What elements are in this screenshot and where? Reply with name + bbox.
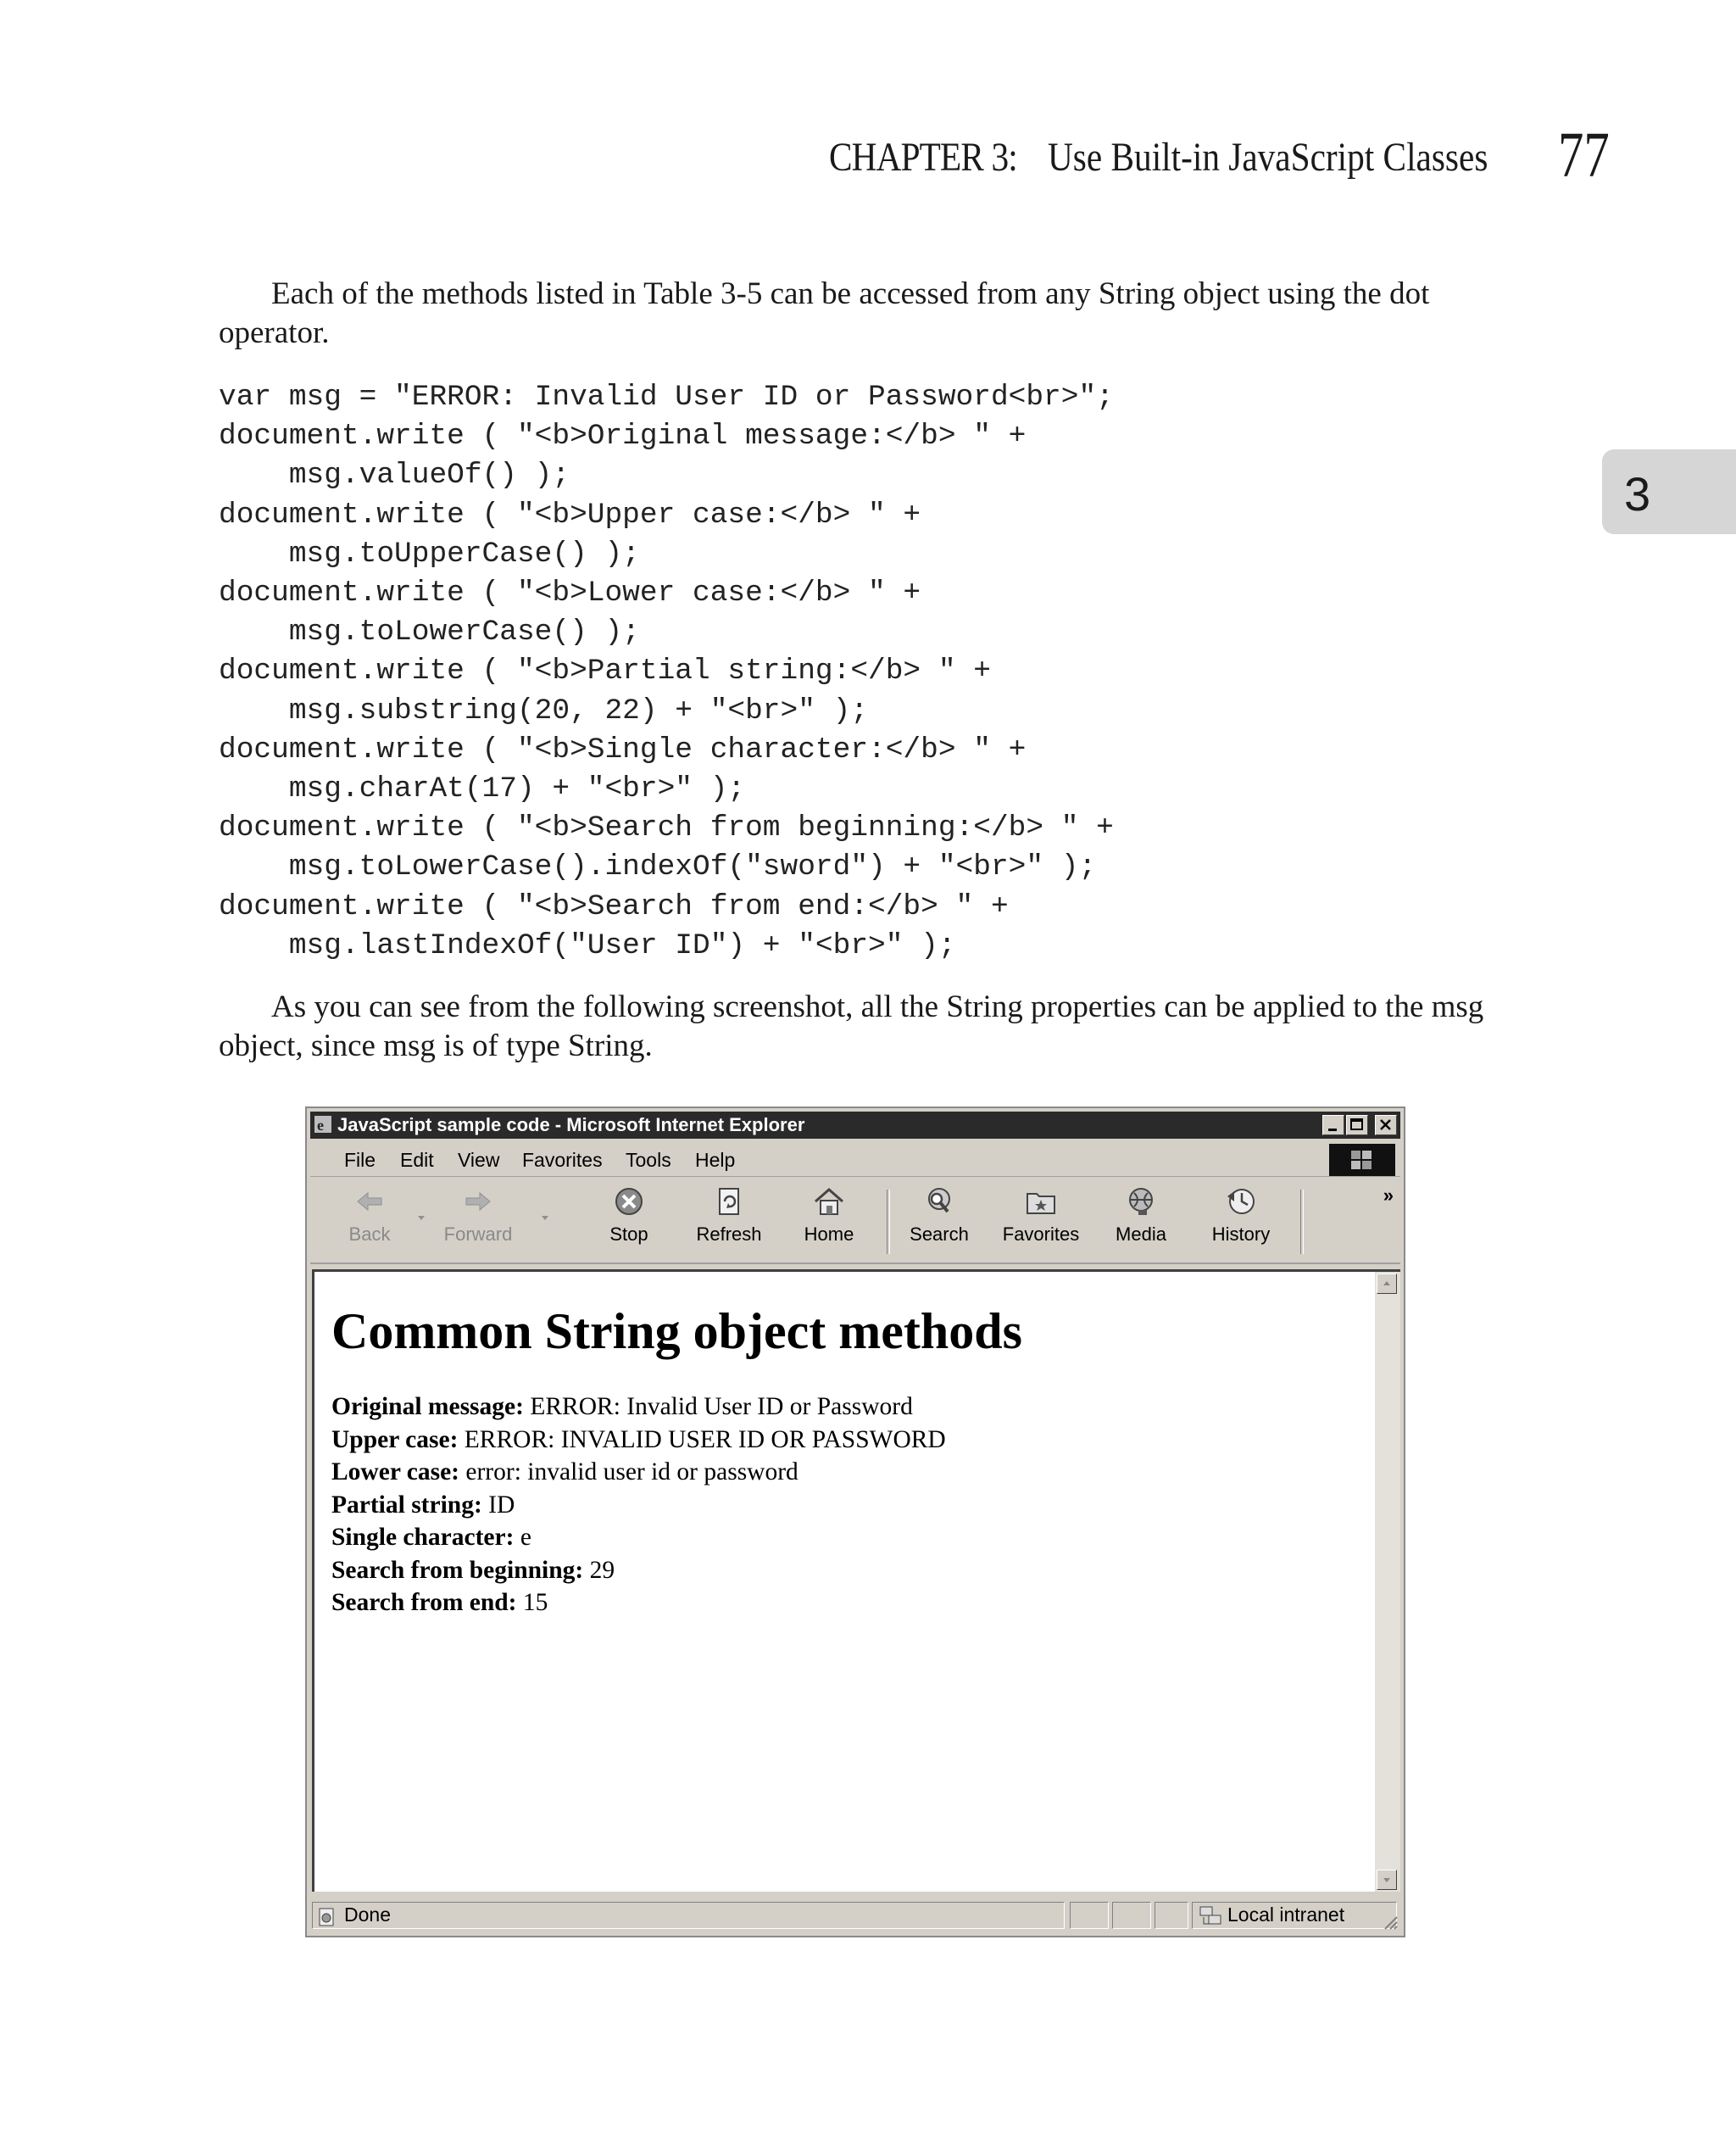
stop-button[interactable]: Stop (587, 1184, 671, 1256)
code-line: document.write ( "<b>Search from end:</b> " + (219, 889, 1009, 923)
output-line (331, 1554, 946, 1587)
scroll-up-button[interactable] (1377, 1274, 1397, 1294)
menu-view[interactable]: View (458, 1149, 500, 1171)
output-line (331, 1424, 946, 1457)
status-bar (310, 1900, 1400, 1932)
toolbar-separator (1300, 1190, 1304, 1254)
output-value: 29 (589, 1556, 615, 1584)
menu-help[interactable]: Help (695, 1149, 736, 1171)
output-value: 15 (522, 1589, 548, 1616)
standard-toolbar (310, 1179, 1400, 1264)
back-arrow-icon (353, 1184, 387, 1218)
code-line: document.write ( "<b>Single character:</b> " + (219, 733, 1027, 766)
close-icon (1376, 1116, 1396, 1134)
running-header-chapter: CHAPTER 3: (829, 135, 1017, 180)
minimize-icon (1323, 1116, 1344, 1134)
status-text: Done (344, 1904, 391, 1926)
toolbar-overflow-chevron-icon[interactable]: » (1383, 1184, 1394, 1206)
code-line: msg.toLowerCase().indexOf("sword") + "<br>" ); (219, 850, 1097, 884)
search-icon (922, 1184, 956, 1218)
output-label: Partial string: (331, 1491, 482, 1519)
close-button[interactable] (1375, 1115, 1397, 1135)
search-button[interactable]: Search (897, 1184, 982, 1256)
windows-logo-icon (1329, 1144, 1395, 1176)
output-label: Original message: (331, 1393, 524, 1420)
minimize-button[interactable] (1322, 1115, 1344, 1135)
maximize-button[interactable] (1346, 1115, 1368, 1135)
svg-text:e: e (317, 1117, 324, 1134)
code-listing (219, 378, 1114, 966)
code-line: msg.valueOf() ); (219, 459, 570, 493)
vertical-scrollbar[interactable] (1375, 1269, 1400, 1892)
code-line: document.write ( "<b>Upper case:</b> " + (219, 498, 921, 532)
chapter-tab-number: 3 (1624, 467, 1651, 521)
code-line: document.write ( "<b>Lower case:</b> " + (219, 577, 921, 610)
running-header-title: Use Built-in JavaScript Classes (1048, 135, 1488, 180)
output-value: error: invalid user id or password (465, 1458, 798, 1485)
code-line: document.write ( "<b>Partial string:</b> " + (219, 655, 991, 688)
forward-button[interactable]: Forward (436, 1184, 520, 1256)
home-button[interactable]: Home (787, 1184, 871, 1256)
media-icon (1124, 1184, 1158, 1218)
menu-file[interactable]: File (344, 1149, 376, 1171)
history-button[interactable]: History (1199, 1184, 1283, 1256)
output-value: ID (488, 1491, 515, 1519)
output-label: Search from beginning: (331, 1556, 584, 1584)
code-line: document.write ( "<b>Search from beginning:</b> " + (219, 811, 1114, 845)
toolbar-separator (887, 1190, 890, 1254)
ie-logo-icon (314, 1115, 332, 1134)
code-line: var msg = "ERROR: Invalid User ID or Password<br>"; (219, 381, 1114, 414)
output-line (331, 1489, 946, 1522)
back-button[interactable]: Back (327, 1184, 412, 1256)
refresh-icon (712, 1184, 746, 1218)
screenshot-paragraph-text: As you can see from the following screenshot, all the String properties can be applied to the msg object, since msg is of type String. (219, 989, 1484, 1063)
maximize-icon (1347, 1116, 1367, 1134)
code-line: msg.lastIndexOf("User ID") + "<br>" ); (219, 928, 956, 962)
favorites-icon (1024, 1184, 1058, 1218)
forward-arrow-icon (461, 1184, 495, 1218)
screenshot-paragraph (219, 988, 1490, 1066)
scroll-down-arrow-icon (1377, 1870, 1396, 1889)
history-icon (1224, 1184, 1258, 1218)
output-line (331, 1456, 946, 1489)
output-label: Single character: (331, 1524, 515, 1551)
code-line: msg.toUpperCase() ); (219, 537, 640, 571)
menu-tools[interactable]: Tools (626, 1149, 671, 1171)
output-label: Lower case: (331, 1458, 460, 1485)
window-title: JavaScript sample code - Microsoft Internet Explorer (337, 1114, 805, 1135)
status-pane (1155, 1902, 1188, 1929)
local-intranet-icon (1199, 1905, 1224, 1927)
media-button[interactable]: Media (1099, 1184, 1183, 1256)
chapter-thumb-tab (1602, 449, 1736, 534)
output-value: e (520, 1524, 531, 1551)
status-pane (1070, 1902, 1109, 1929)
favorites-button[interactable]: Favorites (999, 1184, 1083, 1256)
throbber (1329, 1144, 1395, 1176)
output-line (331, 1391, 946, 1424)
output-value: ERROR: INVALID USER ID OR PASSWORD (464, 1425, 946, 1453)
page-number: 77 (1558, 120, 1610, 191)
status-pane (1112, 1902, 1151, 1929)
intro-paragraph (219, 275, 1490, 353)
output-label: Upper case: (331, 1425, 459, 1453)
menu-bar (310, 1142, 1400, 1177)
output-line (331, 1521, 946, 1554)
intro-paragraph-text: Each of the methods listed in Table 3-5 can be accessed from any String object using the dot operator. (219, 276, 1430, 350)
menu-edit[interactable]: Edit (400, 1149, 434, 1171)
code-line: msg.charAt(17) + "<br>" ); (219, 772, 746, 806)
scroll-up-arrow-icon (1377, 1274, 1396, 1293)
output-value: ERROR: Invalid User ID or Password (530, 1393, 913, 1420)
code-line: document.write ( "<b>Original message:</b> " + (219, 420, 1027, 454)
output-line (331, 1586, 946, 1619)
code-line: msg.toLowerCase() ); (219, 616, 640, 649)
scroll-down-button[interactable] (1377, 1870, 1397, 1890)
back-dropdown-icon[interactable] (415, 1213, 427, 1222)
title-bar (310, 1112, 1400, 1139)
zone-text: Local intranet (1227, 1904, 1345, 1926)
stop-icon (612, 1184, 646, 1218)
status-main-pane (312, 1902, 1065, 1929)
refresh-button[interactable]: Refresh (687, 1184, 771, 1256)
home-icon (812, 1184, 846, 1218)
menu-favorites[interactable]: Favorites (522, 1149, 603, 1171)
output-lines (331, 1391, 946, 1619)
page-heading: Common String object methods (331, 1303, 1022, 1359)
resize-grip-icon[interactable] (1382, 1914, 1399, 1931)
forward-dropdown-icon[interactable] (539, 1213, 551, 1222)
page-done-icon (317, 1907, 337, 1927)
page-content-area (312, 1269, 1375, 1892)
browser-window (305, 1106, 1405, 1937)
code-line: msg.substring(20, 22) + "<br>" ); (219, 694, 869, 727)
output-label: Search from end: (331, 1589, 517, 1616)
